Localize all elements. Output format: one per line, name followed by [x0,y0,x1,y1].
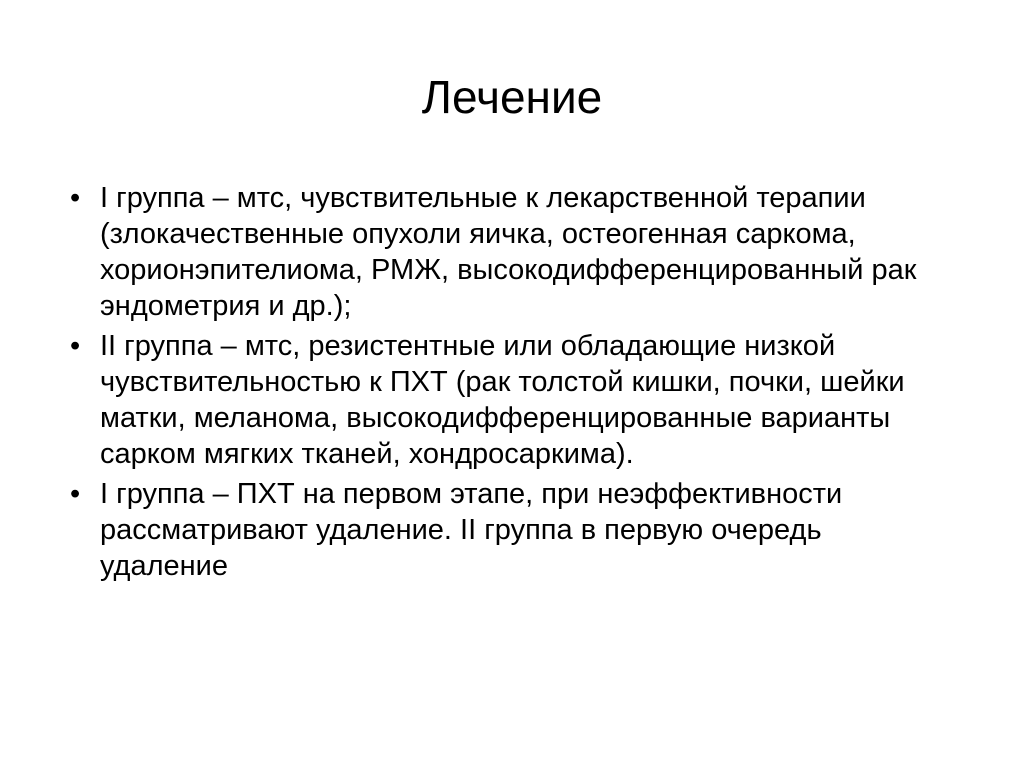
item-text: II группа – мтс, резистентные или обладающие низкой чувствительностью к ПХТ (рак толстой кишки, почки, шейки матки, меланома, высокодифференцированные варианты сарком мягких тканей, хондросаркима). [100,330,905,470]
list-item [70,328,950,472]
list-item [70,476,950,584]
bullet-list [70,180,950,588]
bullet-icon: • [70,182,81,214]
slide-title: Лечение [421,71,603,123]
list-item [70,180,950,324]
item-text: I группа – мтс, чувствительные к лекарственной терапии (злокачественные опухоли яичка, остеогенная саркома, хорионэпителиома, РМЖ, высокодифференцированный рак эндометрия и др.); [100,182,917,322]
bullet-icon: • [70,478,81,510]
bullet-icon: • [70,330,81,362]
item-text: I группа – ПХТ на первом этапе, при неэффективности рассматривают удаление. II группа в первую очередь удаление [100,478,843,582]
